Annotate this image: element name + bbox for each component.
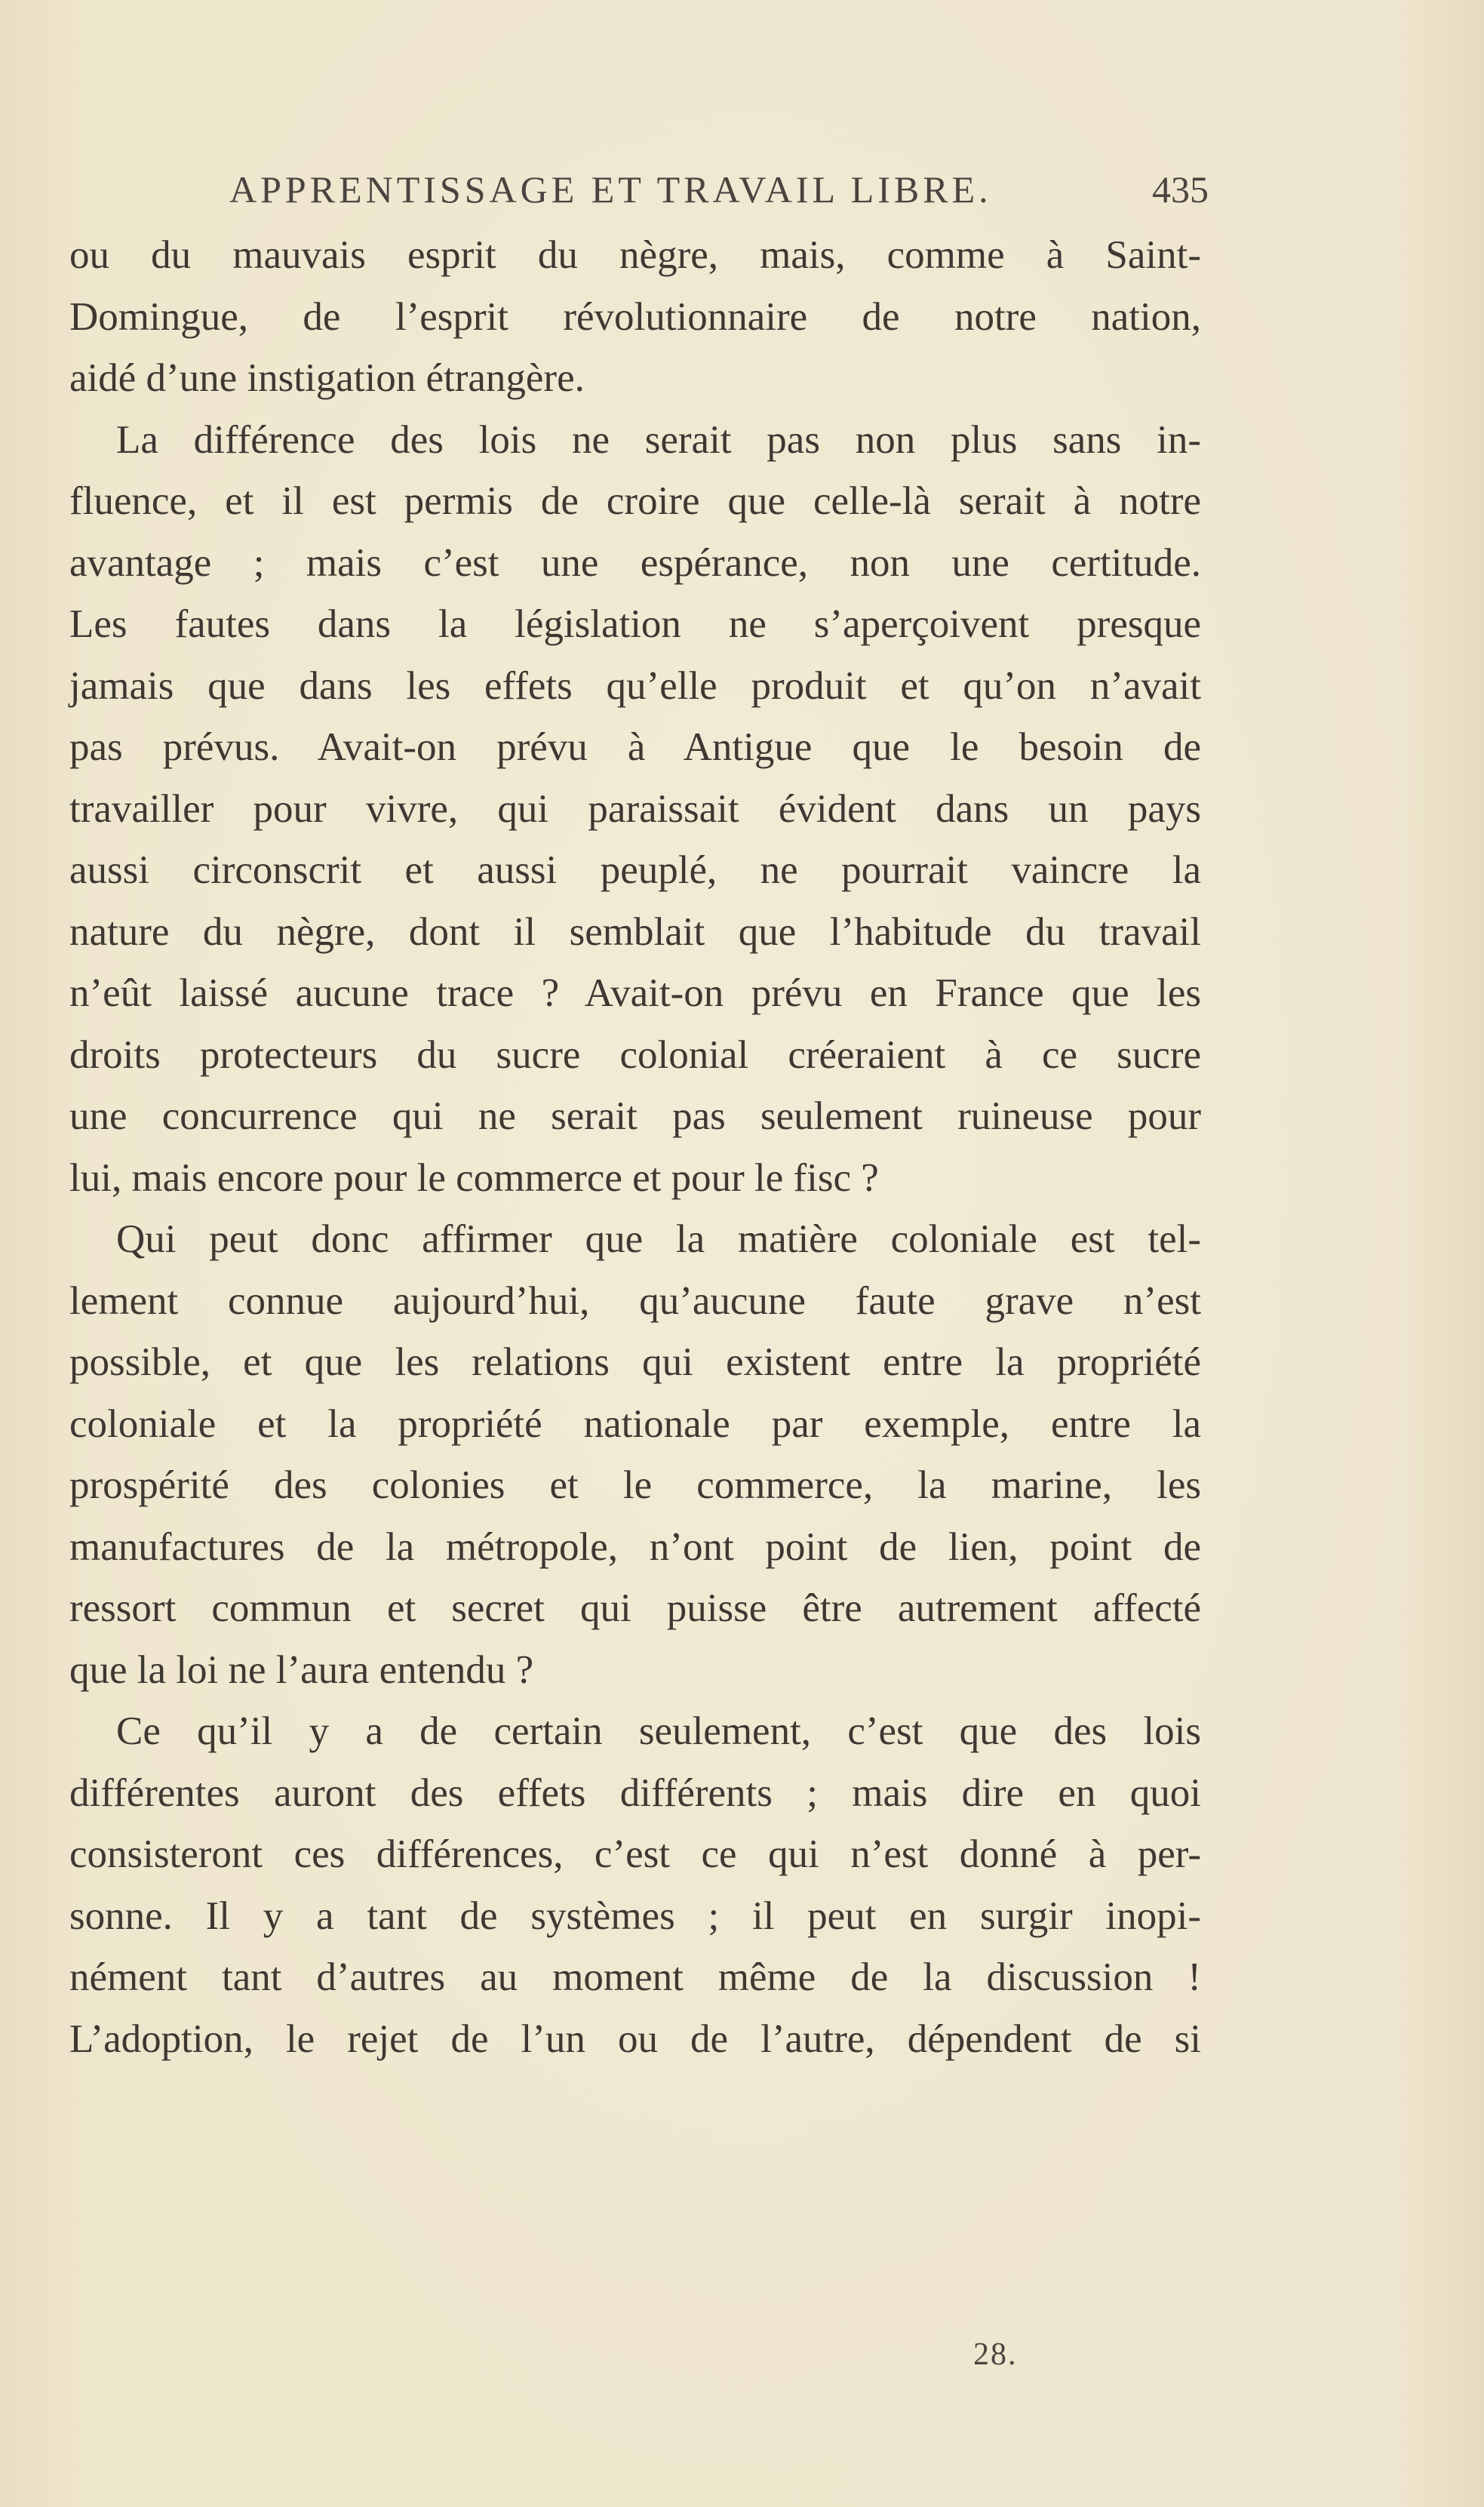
running-head <box>75 168 1209 220</box>
text-line: coloniale et la propriété nationale par exemple, entre la <box>69 1401 1201 1446</box>
text-line: jamais que dans les effets qu’elle produit et qu’on n’avait <box>69 663 1201 708</box>
text-line: aussi circonscrit et aussi peuplé, ne pourrait vaincre la <box>69 848 1201 892</box>
text-line: pas prévus. Avait-on prévu à Antigue que le besoin de <box>69 725 1201 769</box>
text-line: différentes auront des effets différents ; mais dire en quoi <box>69 1770 1201 1815</box>
page-number: 435 <box>1152 168 1209 211</box>
text-line: nément tant d’autres au moment même de la discussion ! <box>69 1955 1201 1999</box>
text-line: Ce qu’il y a de certain seulement, c’est que des lois <box>116 1709 1201 1753</box>
text-line: sonne. Il y a tant de systèmes ; il peut en surgir inopi- <box>69 1893 1201 1938</box>
text-line: travailler pour vivre, qui paraissait évident dans un pays <box>69 786 1201 831</box>
text-line: Domingue, de l’esprit révolutionnaire de notre nation, <box>69 294 1201 339</box>
text-line: possible, et que les relations qui existent entre la propriété <box>69 1340 1201 1384</box>
text-line: fluence, et il est permis de croire que celle-là serait à notre <box>69 479 1201 523</box>
text-line: prospérité des colonies et le commerce, la marine, les <box>69 1463 1201 1507</box>
text-line: La différence des lois ne serait pas non plus sans in- <box>116 417 1201 462</box>
text-line: une concurrence qui ne serait pas seulement ruineuse pour <box>69 1094 1201 1138</box>
text-line: Les fautes dans la législation ne s’aperçoivent presque <box>69 602 1201 646</box>
signature-mark: 28. <box>973 2337 1018 2372</box>
text-line: Qui peut donc affirmer que la matière coloniale est tel- <box>116 1217 1201 1261</box>
text-line: consisteront ces différences, c’est ce qui n’est donné à per- <box>69 1832 1201 1876</box>
text-line: nature du nègre, dont il semblait que l’habitude du travail <box>69 909 1201 954</box>
text-line: droits protecteurs du sucre colonial créeraient à ce sucre <box>69 1032 1201 1077</box>
text-line: lui, mais encore pour le commerce et pour le fisc ? <box>69 1155 879 1200</box>
text-line: avantage ; mais c’est une espérance, non une certitude. <box>69 540 1201 585</box>
text-line: que la loi ne l’aura entendu ? <box>69 1647 534 1692</box>
text-line: ressort commun et secret qui puisse être autrement affecté <box>69 1586 1201 1630</box>
text-line: aidé d’une instigation étrangère. <box>69 356 585 400</box>
text-line: L’adoption, le rejet de l’un ou de l’autre, dépendent de si <box>69 2016 1201 2061</box>
text-line: ou du mauvais esprit du nègre, mais, comme à Saint- <box>69 233 1201 277</box>
body-text <box>69 225 1201 2070</box>
text-line: manufactures de la métropole, n’ont point de lien, point de <box>69 1524 1201 1569</box>
running-title: APPRENTISSAGE ET TRAVAIL LIBRE. <box>229 168 992 211</box>
text-line: n’eût laissé aucune trace ? Avait-on prévu en France que les <box>69 971 1201 1015</box>
text-line: lement connue aujourd’hui, qu’aucune faute grave n’est <box>69 1278 1201 1323</box>
